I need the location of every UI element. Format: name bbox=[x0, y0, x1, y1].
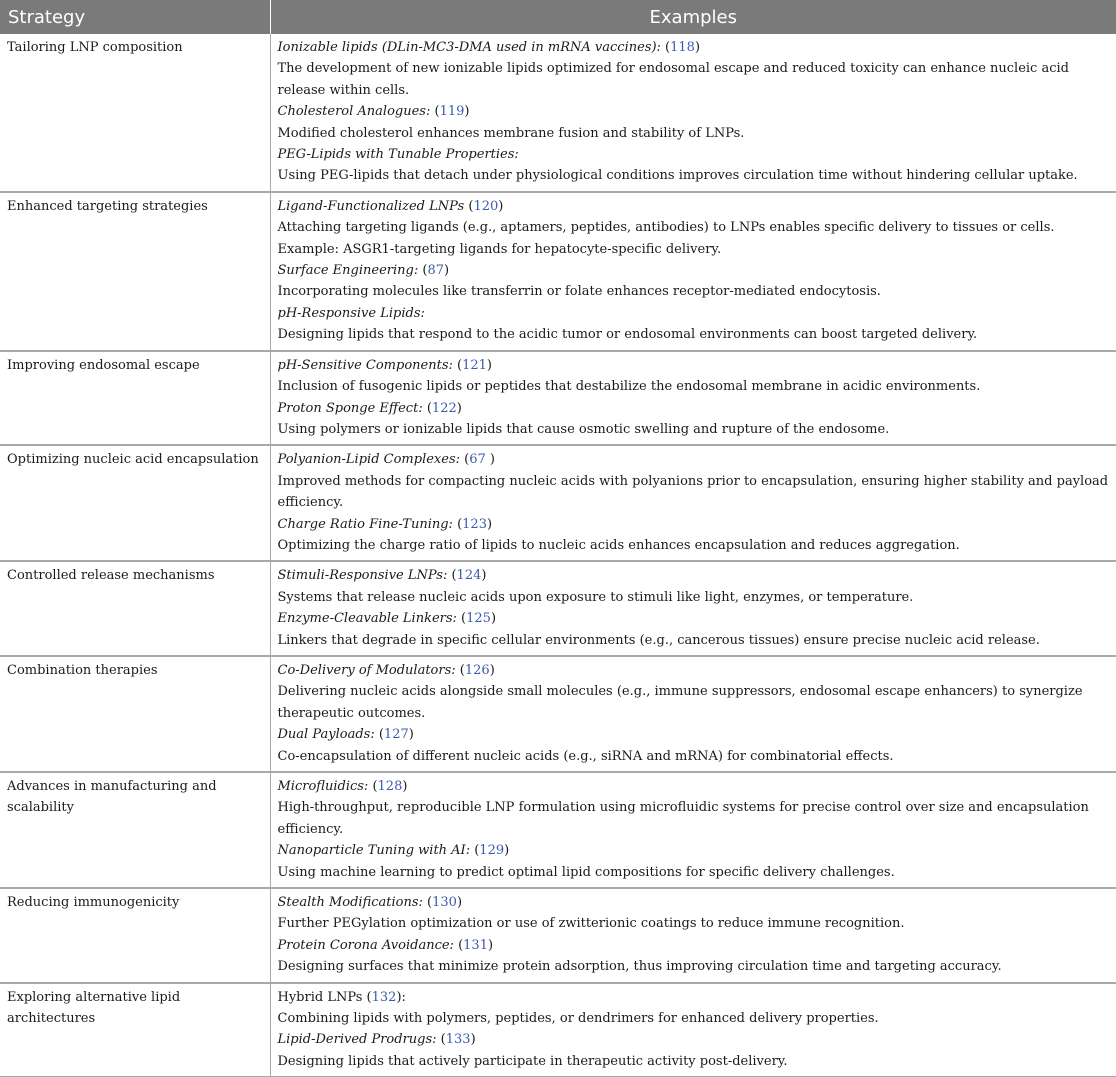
example-title: Lipid-Derived Prodrugs: bbox=[277, 1032, 437, 1048]
table-body bbox=[0, 34, 1116, 1077]
example-description: Using polymers or ionizable lipids that cause osmotic swelling and rupture of the endosome. bbox=[277, 421, 890, 437]
examples-cell bbox=[270, 445, 1116, 561]
strategy-cell: Exploring alternative lipid architectures bbox=[0, 983, 270, 1077]
example-title-line: Charge Ratio Fine-Tuning: (123) bbox=[277, 516, 493, 532]
strategy-cell: Improving endosomal escape bbox=[0, 351, 270, 446]
example-title-line: Cholesterol Analogues: (119) bbox=[277, 104, 470, 120]
example-description: Co-encapsulation of different nucleic acids (e.g., siRNA and mRNA) for combinatorial effects. bbox=[277, 748, 894, 764]
example-title: Cholesterol Analogues: bbox=[277, 104, 431, 120]
examples-cell bbox=[270, 983, 1116, 1077]
example-title-line: Stimuli-Responsive LNPs: (124) bbox=[277, 568, 487, 584]
example-title-line: pH-Sensitive Components: (121) bbox=[277, 357, 492, 373]
example-note: Example: ASGR1-targeting ligands for hepatocyte-specific delivery. bbox=[277, 241, 722, 257]
citation-link[interactable]: 120 bbox=[473, 198, 499, 214]
example-description: High-throughput, reproducible LNP formulation using microfluidic systems for precise control over size and encapsulation efficiency. bbox=[277, 800, 1089, 837]
table-row bbox=[0, 561, 1116, 656]
example-title: Co-Delivery of Modulators: bbox=[277, 662, 456, 678]
strategy-cell: Reducing immunogenicity bbox=[0, 888, 270, 983]
example-title-line: Co-Delivery of Modulators: (126) bbox=[277, 662, 495, 678]
example-title: pH-Responsive Lipids: bbox=[277, 305, 425, 321]
citation-link[interactable]: 118 bbox=[670, 40, 695, 55]
table-row bbox=[0, 888, 1116, 983]
example-title: Ionizable lipids (DLin-MC3-DMA used in mRNA vaccines): bbox=[277, 40, 661, 55]
table-header bbox=[0, 0, 1116, 34]
citation-link[interactable]: 129 bbox=[479, 843, 505, 859]
example-title: Polyanion-Lipid Complexes: bbox=[277, 452, 460, 468]
examples-cell bbox=[270, 192, 1116, 351]
example-title: Hybrid LNPs bbox=[277, 989, 363, 1005]
citation-link[interactable]: 122 bbox=[431, 400, 457, 416]
example-title: Surface Engineering: bbox=[277, 263, 419, 279]
example-description: Using PEG-lipids that detach under physiological conditions improves circulation time without hindering cellular uptake. bbox=[277, 168, 1078, 184]
examples-cell bbox=[270, 561, 1116, 656]
citation-link[interactable]: 127 bbox=[383, 727, 409, 743]
table-row bbox=[0, 34, 1116, 192]
example-description: Designing lipids that respond to the acidic tumor or endosomal environments can boost targeted delivery. bbox=[277, 327, 978, 343]
example-title-line: Dual Payloads: (127) bbox=[277, 727, 414, 743]
example-title: Ligand-Functionalized LNPs bbox=[277, 198, 465, 214]
example-description: Designing lipids that actively participate in therapeutic activity post-delivery. bbox=[277, 1053, 788, 1069]
table-row bbox=[0, 192, 1116, 351]
examples-cell bbox=[270, 34, 1116, 192]
example-title: Protein Corona Avoidance: bbox=[277, 937, 454, 953]
example-title-line: Enzyme-Cleavable Linkers: (125) bbox=[277, 611, 497, 627]
example-title: Stealth Modifications: bbox=[277, 895, 423, 911]
examples-cell bbox=[270, 888, 1116, 983]
example-title-line: Surface Engineering: (87) bbox=[277, 263, 450, 279]
citation-link[interactable]: 130 bbox=[432, 895, 457, 911]
example-title: Dual Payloads: bbox=[277, 727, 375, 743]
citation-link[interactable]: 125 bbox=[466, 611, 491, 627]
example-title-line bbox=[278, 303, 1109, 324]
example-description: Optimizing the charge ratio of lipids to nucleic acids enhances encapsulation and reduces aggregation. bbox=[277, 537, 960, 553]
example-title: pH-Sensitive Components: bbox=[277, 357, 453, 373]
citation-link[interactable]: 133 bbox=[445, 1032, 471, 1048]
strategy-column-header: Strategy bbox=[0, 0, 270, 34]
table-row bbox=[0, 772, 1116, 888]
example-description: Further PEGylation optimization or use of zwitterionic coatings to reduce immune recognition. bbox=[277, 916, 905, 932]
citation-link[interactable]: 126 bbox=[464, 662, 490, 678]
citation-link[interactable]: 87 bbox=[427, 263, 444, 279]
example-description: Designing surfaces that minimize protein adsorption, thus improving circulation time and targeting accuracy. bbox=[277, 959, 1002, 975]
example-title-line: Hybrid LNPs (132): bbox=[277, 989, 406, 1005]
example-title-line: Polyanion-Lipid Complexes: (67 ) bbox=[277, 452, 495, 468]
example-title-line: Ligand-Functionalized LNPs (120) bbox=[277, 198, 504, 214]
example-title-line: Stealth Modifications: (130) bbox=[277, 895, 463, 911]
example-title: PEG-Lipids with Tunable Properties: bbox=[277, 147, 519, 163]
examples-column-header: Examples bbox=[270, 0, 1116, 34]
example-description: Systems that release nucleic acids upon exposure to stimuli like light, enzymes, or temperature. bbox=[277, 589, 914, 605]
examples-cell bbox=[270, 351, 1116, 446]
table-row bbox=[0, 983, 1116, 1077]
strategy-cell: Optimizing nucleic acid encapsulation bbox=[0, 445, 270, 561]
citation-link[interactable]: 119 bbox=[439, 104, 465, 120]
example-title-line: Microfluidics: (128) bbox=[277, 779, 408, 794]
example-description: The development of new ionizable lipids optimized for endosomal escape and reduced toxicity can enhance nucleic acid release within cells. bbox=[277, 61, 1069, 98]
example-title: Nanoparticle Tuning with AI: bbox=[277, 843, 471, 859]
strategy-cell: Advances in manufacturing and scalability bbox=[0, 772, 270, 888]
example-description: Delivering nucleic acids alongside small molecules (e.g., immune suppressors, endosomal escape enhancers) to synergize therapeutic outcomes. bbox=[277, 684, 1083, 721]
example-title-line: Protein Corona Avoidance: (131) bbox=[277, 937, 494, 953]
example-description: Inclusion of fusogenic lipids or peptides that destabilize the endosomal membrane in acidic environments. bbox=[277, 379, 981, 395]
example-title: Microfluidics: bbox=[277, 779, 369, 794]
example-title-line bbox=[278, 144, 1109, 165]
citation-link[interactable]: 67 bbox=[469, 452, 486, 468]
citation-link[interactable]: 128 bbox=[377, 779, 403, 794]
examples-cell bbox=[270, 656, 1116, 772]
table-row bbox=[0, 656, 1116, 772]
table-row bbox=[0, 351, 1116, 446]
citation-link[interactable]: 124 bbox=[456, 568, 482, 584]
citation-link[interactable]: 132 bbox=[371, 989, 397, 1005]
example-title: Proton Sponge Effect: bbox=[277, 400, 423, 416]
examples-cell bbox=[270, 772, 1116, 888]
example-title-line: Proton Sponge Effect: (122) bbox=[277, 400, 462, 416]
example-description: Attaching targeting ligands (e.g., aptamers, peptides, antibodies) to LNPs enables specific delivery to tissues or cells. bbox=[277, 220, 1055, 236]
citation-link[interactable]: 123 bbox=[462, 516, 487, 532]
example-description: Modified cholesterol enhances membrane fusion and stability of LNPs. bbox=[277, 125, 745, 141]
example-description: Using machine learning to predict optimal lipid compositions for specific delivery challenges. bbox=[277, 864, 895, 880]
example-description: Improved methods for compacting nucleic acids with polyanions prior to encapsulation, ensuring higher stability and payload efficiency. bbox=[277, 473, 1109, 511]
example-title: Charge Ratio Fine-Tuning: bbox=[277, 516, 453, 532]
strategy-cell: Combination therapies bbox=[0, 656, 270, 772]
strategy-cell: Controlled release mechanisms bbox=[0, 561, 270, 656]
example-description: Linkers that degrade in specific cellular environments (e.g., cancerous tissues) ensure precise nucleic acid release. bbox=[277, 632, 1040, 648]
example-title-line: Lipid-Derived Prodrugs: (133) bbox=[277, 1032, 476, 1048]
strategy-cell: Enhanced targeting strategies bbox=[0, 192, 270, 351]
example-title: Stimuli-Responsive LNPs: bbox=[277, 568, 448, 584]
example-title-line: Nanoparticle Tuning with AI: (129) bbox=[277, 843, 510, 859]
example-description: Incorporating molecules like transferrin or folate enhances receptor-mediated endocytosis. bbox=[277, 284, 881, 300]
table-row bbox=[0, 445, 1116, 561]
example-title: Enzyme-Cleavable Linkers: bbox=[277, 611, 457, 627]
citation-link[interactable]: 121 bbox=[462, 357, 487, 373]
citation-link[interactable]: 131 bbox=[463, 937, 488, 953]
example-title-line: Ionizable lipids (DLin-MC3-DMA used in mRNA vaccines): (118) bbox=[277, 40, 701, 55]
strategy-cell: Tailoring LNP composition bbox=[0, 34, 270, 192]
example-description: Combining lipids with polymers, peptides, or dendrimers for enhanced delivery properties. bbox=[277, 1011, 879, 1027]
